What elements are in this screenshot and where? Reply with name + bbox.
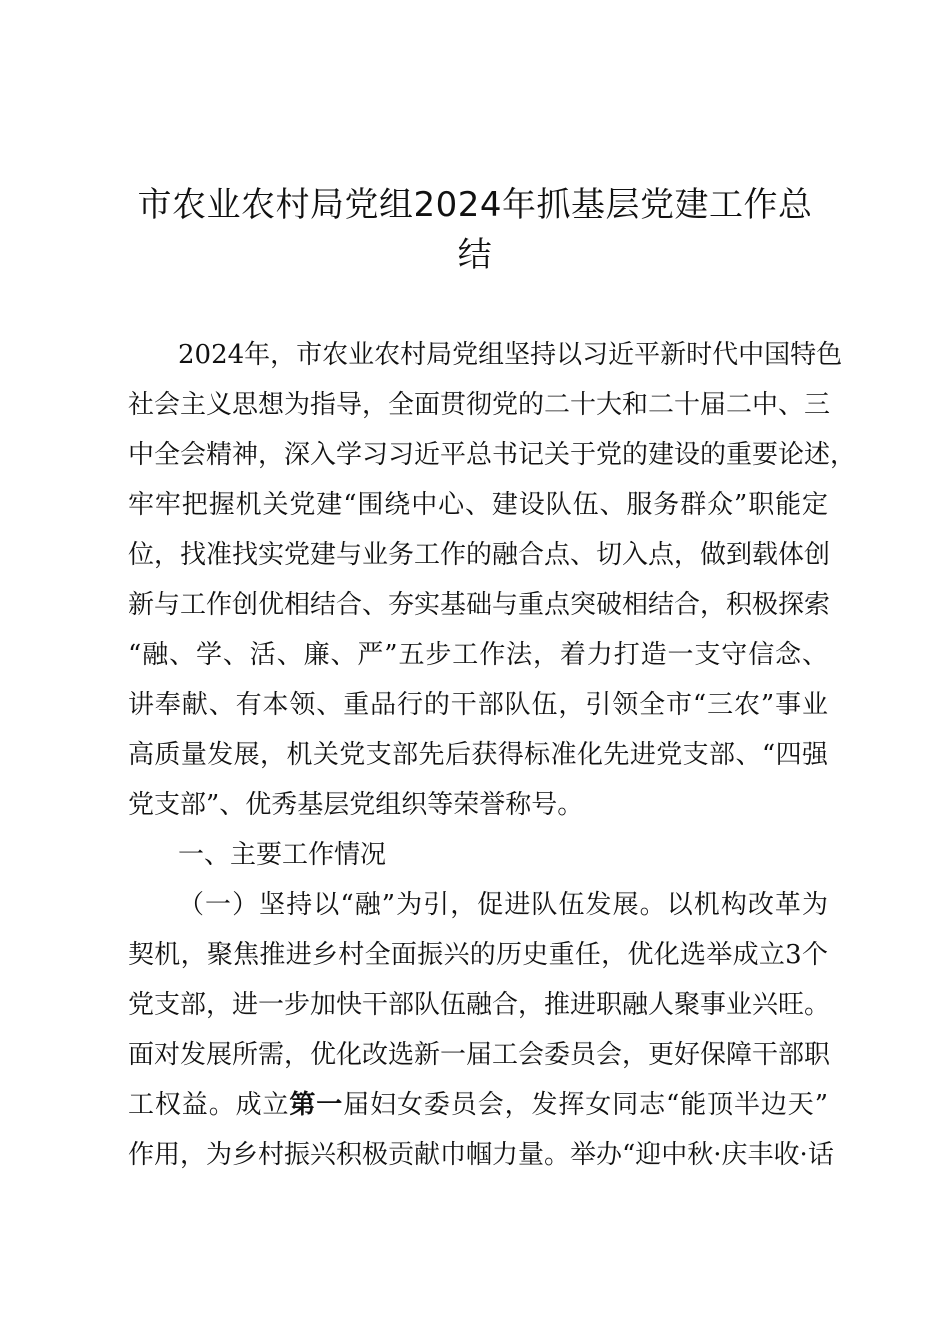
paragraph-1-line-3: 中全会精神，深入学习习近平总书记关于党的建设的重要论述，	[128, 440, 857, 470]
paragraph-1-line-4: 牢牢把握机关党建“围绕中心、建设队伍、服务群众”职能定	[128, 490, 828, 520]
paragraph-2-line-5-start: 工权益。成立	[128, 1090, 290, 1120]
paragraph-1-line-5: 位，找准找实党建与业务工作的融合点、切入点，做到载体创	[128, 540, 831, 570]
paragraph-2-line-1: （一）坚持以“融”为引，促进队伍发展。以机构改革为	[178, 890, 828, 920]
paragraph-2-line-6: 作用，为乡村振兴积极贡献巾帼力量。举办“迎中秋·庆丰收·话	[128, 1140, 834, 1170]
paragraph-1-line-7: “融、学、活、廉、严”五步工作法，着力打造一支守信念、	[128, 640, 828, 670]
paragraph-1-line-10: 党支部”、优秀基层党组织等荣誉称号。	[128, 790, 584, 820]
section-heading-1: 一、主要工作情况	[178, 840, 387, 870]
paragraph-2-line-4: 面对发展所需，优化改选新一届工会委员会，更好保障干部职	[128, 1040, 831, 1070]
paragraph-1-line-6: 新与工作创优相结合、夯实基础与重点突破相结合，积极探索	[128, 590, 831, 620]
paragraph-2-line-2: 契机，聚焦推进乡村全面振兴的历史重任，优化选举成立3个	[128, 940, 828, 970]
document-title-line-1: 市农业农村局党组2024年抓基层党建工作总	[137, 185, 813, 225]
paragraph-2-line-5-end: 届妇女委员会，发挥女同志“能顶半边天”	[343, 1090, 828, 1120]
paragraph-1-line-8: 讲奉献、有本领、重品行的干部队伍，引领全市“三农”事业	[128, 690, 828, 720]
paragraph-2-line-5	[128, 1080, 828, 1130]
paragraph-1-line-9: 高质量发展，机关党支部先后获得标准化先进党支部、“四强	[128, 740, 828, 770]
document-title-line-2: 结	[457, 235, 493, 275]
paragraph-2-line-5-bold: 第一	[289, 1090, 344, 1120]
paragraph-1-line-1: 2024年，市农业农村局党组坚持以习近平新时代中国特色	[178, 340, 843, 370]
paragraph-2-line-3: 党支部，进一步加快干部队伍融合，推进职融人聚事业兴旺。	[128, 990, 831, 1020]
paragraph-1-line-2: 社会主义思想为指导，全面贯彻党的二十大和二十届二中、三	[128, 390, 831, 420]
